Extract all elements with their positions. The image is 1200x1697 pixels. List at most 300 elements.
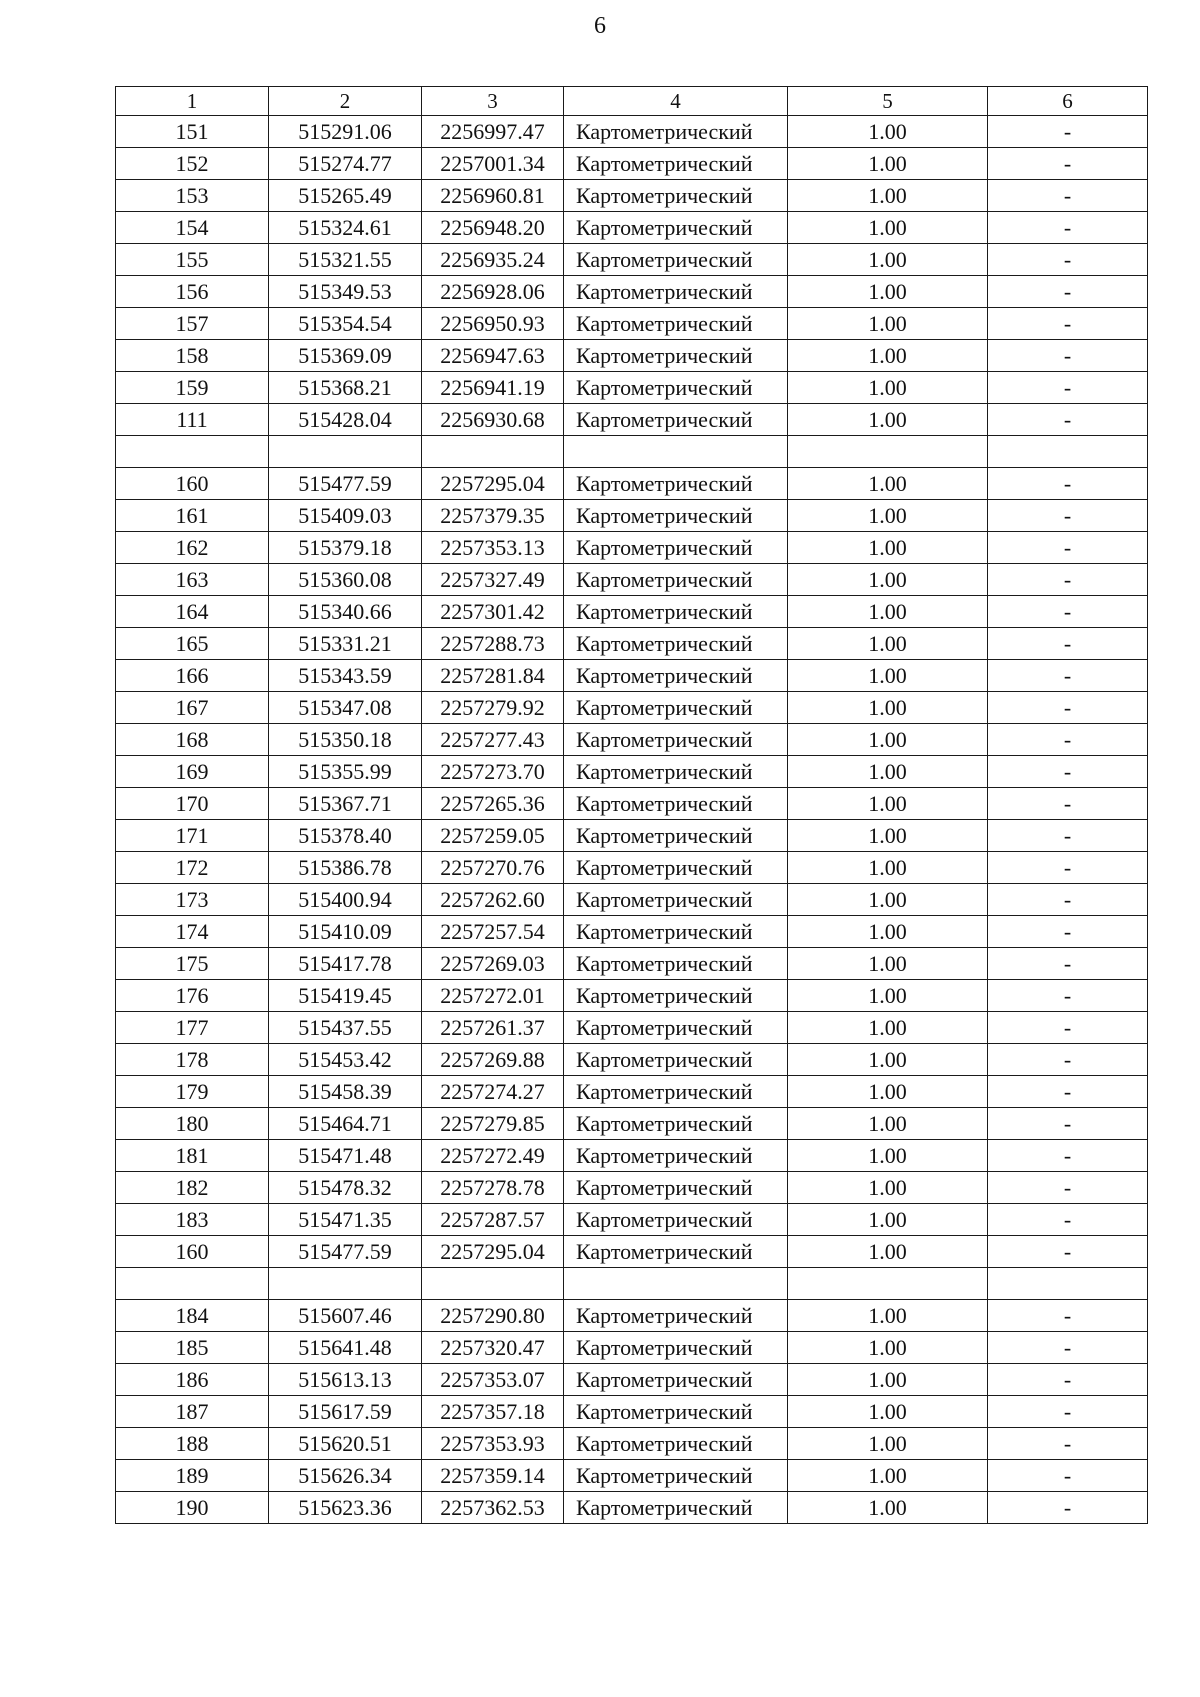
table-row <box>116 1460 1148 1492</box>
accuracy-cell: 1.00 <box>788 404 988 436</box>
accuracy-cell: 1.00 <box>788 692 988 724</box>
method-cell: Картометрический <box>564 180 788 212</box>
x-coordinate-cell: 515369.09 <box>269 340 422 372</box>
table-row <box>116 1172 1148 1204</box>
x-coordinate-cell: 515331.21 <box>269 628 422 660</box>
method-cell: Картометрический <box>564 884 788 916</box>
accuracy-cell: 1.00 <box>788 1364 988 1396</box>
point-number-cell: 155 <box>116 244 269 276</box>
table-row <box>116 692 1148 724</box>
table-row <box>116 1204 1148 1236</box>
method-cell <box>564 436 788 468</box>
y-coordinate-cell: 2257269.88 <box>422 1044 564 1076</box>
y-coordinate-cell: 2257359.14 <box>422 1460 564 1492</box>
x-coordinate-cell: 515343.59 <box>269 660 422 692</box>
y-coordinate-cell: 2256997.47 <box>422 116 564 148</box>
description-cell: - <box>988 1236 1148 1268</box>
accuracy-cell: 1.00 <box>788 244 988 276</box>
method-cell: Картометрический <box>564 1012 788 1044</box>
point-number-cell: 189 <box>116 1460 269 1492</box>
table-row <box>116 660 1148 692</box>
description-cell: - <box>988 340 1148 372</box>
description-cell: - <box>988 276 1148 308</box>
point-number-cell: 172 <box>116 852 269 884</box>
description-cell: - <box>988 404 1148 436</box>
description-cell: - <box>988 916 1148 948</box>
y-coordinate-cell: 2257269.03 <box>422 948 564 980</box>
description-cell <box>988 1268 1148 1300</box>
y-coordinate-cell: 2257270.76 <box>422 852 564 884</box>
y-coordinate-cell: 2257278.78 <box>422 1172 564 1204</box>
point-number-cell: 181 <box>116 1140 269 1172</box>
accuracy-cell: 1.00 <box>788 756 988 788</box>
point-number-cell: 162 <box>116 532 269 564</box>
y-coordinate-cell: 2257353.93 <box>422 1428 564 1460</box>
point-number-cell: 176 <box>116 980 269 1012</box>
y-coordinate-cell: 2257261.37 <box>422 1012 564 1044</box>
accuracy-cell: 1.00 <box>788 1012 988 1044</box>
description-cell: - <box>988 180 1148 212</box>
description-cell: - <box>988 628 1148 660</box>
accuracy-cell: 1.00 <box>788 852 988 884</box>
table-header <box>116 87 1148 116</box>
table-row <box>116 884 1148 916</box>
x-coordinate-cell: 515324.61 <box>269 212 422 244</box>
point-number-cell: 188 <box>116 1428 269 1460</box>
accuracy-cell: 1.00 <box>788 500 988 532</box>
y-coordinate-cell: 2256960.81 <box>422 180 564 212</box>
point-number-cell: 179 <box>116 1076 269 1108</box>
table-row <box>116 788 1148 820</box>
accuracy-cell: 1.00 <box>788 820 988 852</box>
point-number-cell: 153 <box>116 180 269 212</box>
description-cell: - <box>988 1364 1148 1396</box>
method-cell: Картометрический <box>564 1172 788 1204</box>
accuracy-cell: 1.00 <box>788 468 988 500</box>
accuracy-cell: 1.00 <box>788 980 988 1012</box>
x-coordinate-cell: 515471.35 <box>269 1204 422 1236</box>
point-number-cell: 151 <box>116 116 269 148</box>
table-row <box>116 820 1148 852</box>
table-row <box>116 532 1148 564</box>
accuracy-cell <box>788 436 988 468</box>
x-coordinate-cell: 515626.34 <box>269 1460 422 1492</box>
point-number-cell: 165 <box>116 628 269 660</box>
point-number-cell: 163 <box>116 564 269 596</box>
x-coordinate-cell: 515641.48 <box>269 1332 422 1364</box>
x-coordinate-cell: 515428.04 <box>269 404 422 436</box>
y-coordinate-cell: 2257272.01 <box>422 980 564 1012</box>
table-row <box>116 1236 1148 1268</box>
table-row <box>116 628 1148 660</box>
method-cell: Картометрический <box>564 1396 788 1428</box>
column-header: 2 <box>269 87 422 116</box>
method-cell <box>564 1268 788 1300</box>
y-coordinate-cell: 2257357.18 <box>422 1396 564 1428</box>
accuracy-cell: 1.00 <box>788 372 988 404</box>
y-coordinate-cell: 2257362.53 <box>422 1492 564 1524</box>
accuracy-cell: 1.00 <box>788 148 988 180</box>
x-coordinate-cell: 515291.06 <box>269 116 422 148</box>
method-cell: Картометрический <box>564 724 788 756</box>
accuracy-cell: 1.00 <box>788 116 988 148</box>
description-cell: - <box>988 244 1148 276</box>
y-coordinate-cell <box>422 1268 564 1300</box>
accuracy-cell: 1.00 <box>788 1140 988 1172</box>
table-row <box>116 1268 1148 1300</box>
point-number-cell: 152 <box>116 148 269 180</box>
table-row <box>116 596 1148 628</box>
description-cell: - <box>988 212 1148 244</box>
method-cell: Картометрический <box>564 1044 788 1076</box>
point-number-cell: 190 <box>116 1492 269 1524</box>
y-coordinate-cell: 2257295.04 <box>422 468 564 500</box>
x-coordinate-cell: 515607.46 <box>269 1300 422 1332</box>
description-cell: - <box>988 596 1148 628</box>
method-cell: Картометрический <box>564 244 788 276</box>
accuracy-cell: 1.00 <box>788 1300 988 1332</box>
accuracy-cell: 1.00 <box>788 1108 988 1140</box>
y-coordinate-cell: 2257001.34 <box>422 148 564 180</box>
y-coordinate-cell: 2257272.49 <box>422 1140 564 1172</box>
point-number-cell <box>116 436 269 468</box>
method-cell: Картометрический <box>564 532 788 564</box>
y-coordinate-cell <box>422 436 564 468</box>
x-coordinate-cell: 515321.55 <box>269 244 422 276</box>
description-cell: - <box>988 1140 1148 1172</box>
page-number: 6 <box>594 13 606 39</box>
y-coordinate-cell: 2257353.13 <box>422 532 564 564</box>
method-cell: Картометрический <box>564 1428 788 1460</box>
y-coordinate-cell: 2256948.20 <box>422 212 564 244</box>
description-cell: - <box>988 372 1148 404</box>
method-cell: Картометрический <box>564 372 788 404</box>
accuracy-cell: 1.00 <box>788 884 988 916</box>
column-header: 1 <box>116 87 269 116</box>
table-row <box>116 1428 1148 1460</box>
description-cell: - <box>988 468 1148 500</box>
table-row <box>116 468 1148 500</box>
x-coordinate-cell: 515617.59 <box>269 1396 422 1428</box>
x-coordinate-cell: 515379.18 <box>269 532 422 564</box>
coordinates-table <box>115 86 1148 1524</box>
accuracy-cell: 1.00 <box>788 916 988 948</box>
table-row <box>116 852 1148 884</box>
point-number-cell: 159 <box>116 372 269 404</box>
table-row <box>116 212 1148 244</box>
x-coordinate-cell: 515623.36 <box>269 1492 422 1524</box>
accuracy-cell: 1.00 <box>788 212 988 244</box>
point-number-cell: 167 <box>116 692 269 724</box>
point-number-cell: 157 <box>116 308 269 340</box>
description-cell: - <box>988 1012 1148 1044</box>
method-cell: Картометрический <box>564 148 788 180</box>
column-header: 4 <box>564 87 788 116</box>
table-row <box>116 1492 1148 1524</box>
method-cell: Картометрический <box>564 692 788 724</box>
y-coordinate-cell: 2257320.47 <box>422 1332 564 1364</box>
table-row <box>116 980 1148 1012</box>
y-coordinate-cell: 2257379.35 <box>422 500 564 532</box>
point-number-cell: 183 <box>116 1204 269 1236</box>
description-cell: - <box>988 308 1148 340</box>
description-cell: - <box>988 660 1148 692</box>
table-row <box>116 948 1148 980</box>
accuracy-cell: 1.00 <box>788 276 988 308</box>
method-cell: Картометрический <box>564 820 788 852</box>
y-coordinate-cell: 2257301.42 <box>422 596 564 628</box>
accuracy-cell: 1.00 <box>788 1204 988 1236</box>
x-coordinate-cell: 515360.08 <box>269 564 422 596</box>
table-row <box>116 1332 1148 1364</box>
y-coordinate-cell: 2257353.07 <box>422 1364 564 1396</box>
accuracy-cell: 1.00 <box>788 1332 988 1364</box>
method-cell: Картометрический <box>564 916 788 948</box>
accuracy-cell: 1.00 <box>788 1076 988 1108</box>
method-cell: Картометрический <box>564 404 788 436</box>
x-coordinate-cell: 515453.42 <box>269 1044 422 1076</box>
y-coordinate-cell: 2256935.24 <box>422 244 564 276</box>
x-coordinate-cell: 515274.77 <box>269 148 422 180</box>
accuracy-cell: 1.00 <box>788 660 988 692</box>
method-cell: Картометрический <box>564 1364 788 1396</box>
description-cell: - <box>988 980 1148 1012</box>
column-header: 5 <box>788 87 988 116</box>
x-coordinate-cell: 515620.51 <box>269 1428 422 1460</box>
table-row <box>116 372 1148 404</box>
description-cell: - <box>988 1076 1148 1108</box>
x-coordinate-cell: 515477.59 <box>269 468 422 500</box>
point-number-cell: 166 <box>116 660 269 692</box>
table-row <box>116 148 1148 180</box>
x-coordinate-cell: 515367.71 <box>269 788 422 820</box>
x-coordinate-cell: 515355.99 <box>269 756 422 788</box>
method-cell: Картометрический <box>564 1300 788 1332</box>
point-number-cell: 182 <box>116 1172 269 1204</box>
method-cell: Картометрический <box>564 500 788 532</box>
description-cell: - <box>988 1300 1148 1332</box>
table-row <box>116 180 1148 212</box>
description-cell: - <box>988 116 1148 148</box>
point-number-cell: 171 <box>116 820 269 852</box>
column-header: 6 <box>988 87 1148 116</box>
table-row <box>116 340 1148 372</box>
description-cell: - <box>988 532 1148 564</box>
x-coordinate-cell: 515458.39 <box>269 1076 422 1108</box>
table-row <box>116 724 1148 756</box>
point-number-cell <box>116 1268 269 1300</box>
accuracy-cell: 1.00 <box>788 1428 988 1460</box>
y-coordinate-cell: 2257288.73 <box>422 628 564 660</box>
accuracy-cell: 1.00 <box>788 628 988 660</box>
x-coordinate-cell: 515378.40 <box>269 820 422 852</box>
y-coordinate-cell: 2257277.43 <box>422 724 564 756</box>
y-coordinate-cell: 2257257.54 <box>422 916 564 948</box>
method-cell: Картометрический <box>564 852 788 884</box>
description-cell: - <box>988 756 1148 788</box>
description-cell: - <box>988 1492 1148 1524</box>
point-number-cell: 156 <box>116 276 269 308</box>
accuracy-cell: 1.00 <box>788 564 988 596</box>
accuracy-cell: 1.00 <box>788 724 988 756</box>
table-row <box>116 404 1148 436</box>
x-coordinate-cell: 515613.13 <box>269 1364 422 1396</box>
description-cell: - <box>988 788 1148 820</box>
description-cell: - <box>988 724 1148 756</box>
description-cell: - <box>988 884 1148 916</box>
table-row <box>116 1364 1148 1396</box>
method-cell: Картометрический <box>564 1460 788 1492</box>
point-number-cell: 170 <box>116 788 269 820</box>
table-row <box>116 1044 1148 1076</box>
accuracy-cell: 1.00 <box>788 788 988 820</box>
accuracy-cell: 1.00 <box>788 1236 988 1268</box>
point-number-cell: 160 <box>116 1236 269 1268</box>
y-coordinate-cell: 2257274.27 <box>422 1076 564 1108</box>
method-cell: Картометрический <box>564 756 788 788</box>
point-number-cell: 158 <box>116 340 269 372</box>
table-row <box>116 116 1148 148</box>
point-number-cell: 154 <box>116 212 269 244</box>
method-cell: Картометрический <box>564 596 788 628</box>
header-row <box>116 87 1148 116</box>
x-coordinate-cell: 515354.54 <box>269 308 422 340</box>
y-coordinate-cell: 2256941.19 <box>422 372 564 404</box>
accuracy-cell: 1.00 <box>788 1172 988 1204</box>
y-coordinate-cell: 2257259.05 <box>422 820 564 852</box>
method-cell: Картометрический <box>564 1236 788 1268</box>
accuracy-cell: 1.00 <box>788 1396 988 1428</box>
y-coordinate-cell: 2257279.92 <box>422 692 564 724</box>
table-row <box>116 1076 1148 1108</box>
table-row <box>116 500 1148 532</box>
description-cell <box>988 436 1148 468</box>
method-cell: Картометрический <box>564 468 788 500</box>
method-cell: Картометрический <box>564 660 788 692</box>
table-body <box>116 116 1148 1524</box>
point-number-cell: 164 <box>116 596 269 628</box>
description-cell: - <box>988 1044 1148 1076</box>
x-coordinate-cell: 515419.45 <box>269 980 422 1012</box>
x-coordinate-cell <box>269 1268 422 1300</box>
column-header: 3 <box>422 87 564 116</box>
method-cell: Картометрический <box>564 340 788 372</box>
x-coordinate-cell: 515350.18 <box>269 724 422 756</box>
point-number-cell: 187 <box>116 1396 269 1428</box>
accuracy-cell: 1.00 <box>788 340 988 372</box>
point-number-cell: 185 <box>116 1332 269 1364</box>
description-cell: - <box>988 1108 1148 1140</box>
x-coordinate-cell: 515368.21 <box>269 372 422 404</box>
point-number-cell: 177 <box>116 1012 269 1044</box>
y-coordinate-cell: 2257295.04 <box>422 1236 564 1268</box>
x-coordinate-cell: 515464.71 <box>269 1108 422 1140</box>
x-coordinate-cell: 515340.66 <box>269 596 422 628</box>
method-cell: Картометрический <box>564 564 788 596</box>
x-coordinate-cell <box>269 436 422 468</box>
y-coordinate-cell: 2256950.93 <box>422 308 564 340</box>
point-number-cell: 111 <box>116 404 269 436</box>
method-cell: Картометрический <box>564 308 788 340</box>
accuracy-cell: 1.00 <box>788 596 988 628</box>
x-coordinate-cell: 515409.03 <box>269 500 422 532</box>
description-cell: - <box>988 1172 1148 1204</box>
x-coordinate-cell: 515265.49 <box>269 180 422 212</box>
description-cell: - <box>988 148 1148 180</box>
point-number-cell: 161 <box>116 500 269 532</box>
point-number-cell: 174 <box>116 916 269 948</box>
accuracy-cell: 1.00 <box>788 532 988 564</box>
y-coordinate-cell: 2257287.57 <box>422 1204 564 1236</box>
table-row <box>116 1012 1148 1044</box>
point-number-cell: 160 <box>116 468 269 500</box>
point-number-cell: 173 <box>116 884 269 916</box>
description-cell: - <box>988 1396 1148 1428</box>
table-row <box>116 756 1148 788</box>
table-row <box>116 916 1148 948</box>
description-cell: - <box>988 564 1148 596</box>
method-cell: Картометрический <box>564 1140 788 1172</box>
method-cell: Картометрический <box>564 788 788 820</box>
table-row <box>116 1140 1148 1172</box>
table-row <box>116 436 1148 468</box>
y-coordinate-cell: 2257281.84 <box>422 660 564 692</box>
description-cell: - <box>988 820 1148 852</box>
x-coordinate-cell: 515477.59 <box>269 1236 422 1268</box>
y-coordinate-cell: 2257273.70 <box>422 756 564 788</box>
method-cell: Картометрический <box>564 1076 788 1108</box>
point-number-cell: 180 <box>116 1108 269 1140</box>
method-cell: Картометрический <box>564 1332 788 1364</box>
method-cell: Картометрический <box>564 1108 788 1140</box>
y-coordinate-cell: 2257279.85 <box>422 1108 564 1140</box>
table-row <box>116 308 1148 340</box>
method-cell: Картометрический <box>564 1204 788 1236</box>
method-cell: Картометрический <box>564 276 788 308</box>
accuracy-cell: 1.00 <box>788 1492 988 1524</box>
point-number-cell: 184 <box>116 1300 269 1332</box>
y-coordinate-cell: 2257290.80 <box>422 1300 564 1332</box>
point-number-cell: 186 <box>116 1364 269 1396</box>
description-cell: - <box>988 1460 1148 1492</box>
x-coordinate-cell: 515471.48 <box>269 1140 422 1172</box>
point-number-cell: 168 <box>116 724 269 756</box>
description-cell: - <box>988 948 1148 980</box>
description-cell: - <box>988 1332 1148 1364</box>
x-coordinate-cell: 515386.78 <box>269 852 422 884</box>
x-coordinate-cell: 515478.32 <box>269 1172 422 1204</box>
x-coordinate-cell: 515349.53 <box>269 276 422 308</box>
table-row <box>116 1108 1148 1140</box>
y-coordinate-cell: 2257327.49 <box>422 564 564 596</box>
accuracy-cell: 1.00 <box>788 948 988 980</box>
accuracy-cell: 1.00 <box>788 1044 988 1076</box>
x-coordinate-cell: 515417.78 <box>269 948 422 980</box>
accuracy-cell: 1.00 <box>788 1460 988 1492</box>
method-cell: Картометрический <box>564 948 788 980</box>
point-number-cell: 175 <box>116 948 269 980</box>
table-row <box>116 1396 1148 1428</box>
table-row <box>116 276 1148 308</box>
description-cell: - <box>988 1428 1148 1460</box>
y-coordinate-cell: 2257265.36 <box>422 788 564 820</box>
table-row <box>116 564 1148 596</box>
x-coordinate-cell: 515437.55 <box>269 1012 422 1044</box>
y-coordinate-cell: 2256930.68 <box>422 404 564 436</box>
method-cell: Картометрический <box>564 628 788 660</box>
description-cell: - <box>988 1204 1148 1236</box>
point-number-cell: 178 <box>116 1044 269 1076</box>
